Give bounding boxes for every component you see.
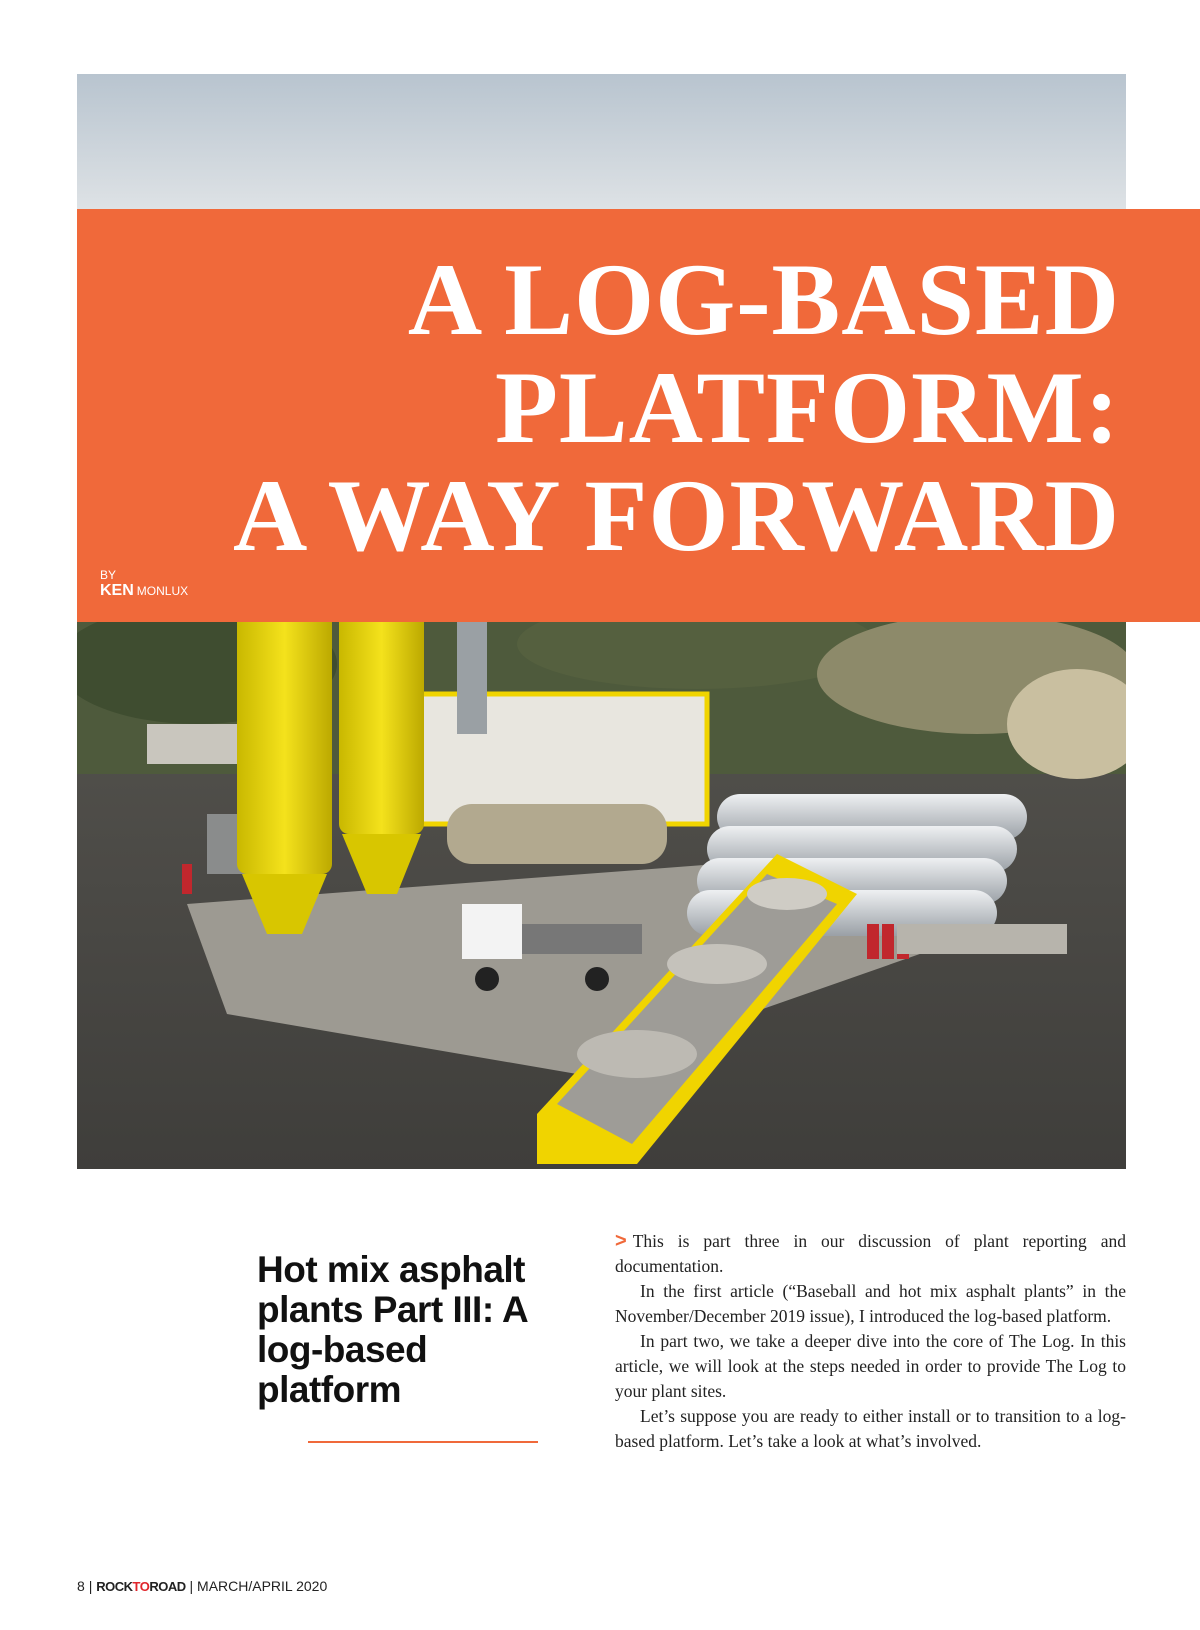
byline-first-name: KEN — [100, 582, 134, 600]
title-line-2: PLATFORM: — [495, 351, 1120, 465]
footer-separator: | — [88, 1578, 93, 1594]
byline — [100, 569, 188, 600]
footer-separator-2: | — [189, 1578, 194, 1594]
logo-road: ROAD — [149, 1579, 186, 1594]
title-band — [77, 209, 1200, 622]
page-footer — [77, 1578, 327, 1594]
magazine-logo — [96, 1579, 185, 1594]
article-body — [615, 1229, 1126, 1454]
logo-to: TO — [132, 1579, 150, 1594]
paragraph-3: In part two, we take a deeper dive into the core of The Log. In this article, we will look at the steps needed in order to provide The Log to your plant sites. — [615, 1331, 1126, 1401]
byline-by: BY — [100, 568, 117, 582]
title-line-3: A WAY FORWARD — [233, 459, 1120, 573]
issue-date: MARCH/APRIL 2020 — [197, 1578, 328, 1594]
paragraph-1-text: This is part three in our discussion of plant reporting and documentation. — [615, 1231, 1126, 1276]
arrow-marker-icon: > — [615, 1230, 627, 1252]
logo-rock: ROCK — [96, 1579, 133, 1594]
page-number: 8 — [77, 1578, 85, 1594]
byline-last-name: MONLUX — [136, 584, 189, 599]
deck-headline: Hot mix asphalt plants Part III: A log-based platform — [257, 1249, 527, 1410]
paragraph-1 — [615, 1229, 1126, 1279]
deck-divider — [308, 1441, 538, 1443]
paragraph-2: In the first article (“Baseball and hot mix asphalt plants” in the November/December 2019 issue), I introduced the log-based platform. — [615, 1281, 1126, 1326]
paragraph-4: Let’s suppose you are ready to either install or to transition to a log-based platform. Let’s take a look at what’s involved. — [615, 1406, 1126, 1451]
title-line-1: A LOG-BASED — [407, 243, 1120, 357]
